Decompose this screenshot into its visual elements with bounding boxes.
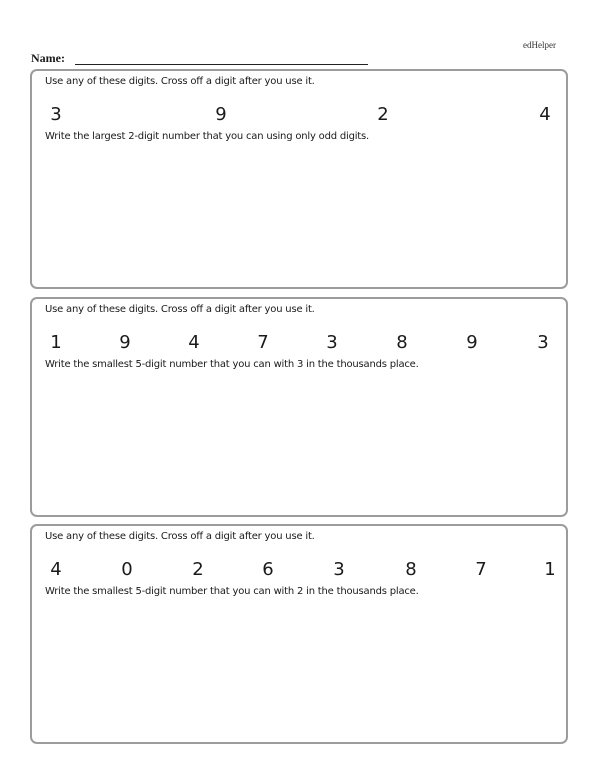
problem-instruction: Use any of these digits. Cross off a digit after you use it. xyxy=(45,76,315,87)
digit[interactable]: 7 xyxy=(257,332,269,353)
name-answer-line[interactable] xyxy=(75,64,368,65)
digit[interactable]: 0 xyxy=(121,559,133,580)
digit[interactable]: 4 xyxy=(188,332,200,353)
digit[interactable]: 4 xyxy=(50,559,62,580)
problem-box-1 xyxy=(30,69,568,289)
digit[interactable]: 3 xyxy=(50,104,62,125)
digit[interactable]: 4 xyxy=(539,104,551,125)
brand-label: edHelper xyxy=(523,40,556,50)
problem-instruction: Use any of these digits. Cross off a digit after you use it. xyxy=(45,531,315,542)
digit[interactable]: 3 xyxy=(537,332,549,353)
digit[interactable]: 8 xyxy=(405,559,417,580)
problem-box-2 xyxy=(30,297,568,517)
digit[interactable]: 9 xyxy=(215,104,227,125)
problem-instruction: Use any of these digits. Cross off a digit after you use it. xyxy=(45,304,315,315)
digit[interactable]: 2 xyxy=(377,104,389,125)
name-label: Name: xyxy=(31,51,65,65)
problem-question: Write the smallest 5-digit number that you can with 2 in the thousands place. xyxy=(45,586,419,597)
digit[interactable]: 3 xyxy=(333,559,345,580)
digit[interactable]: 3 xyxy=(326,332,338,353)
digit[interactable]: 2 xyxy=(192,559,204,580)
digit[interactable]: 1 xyxy=(544,559,556,580)
problem-question: Write the largest 2-digit number that you can using only odd digits. xyxy=(45,131,370,142)
digit[interactable]: 6 xyxy=(262,559,274,580)
digit[interactable]: 9 xyxy=(466,332,478,353)
digit[interactable]: 1 xyxy=(50,332,62,353)
problem-question: Write the smallest 5-digit number that you can with 3 in the thousands place. xyxy=(45,359,419,370)
digit[interactable]: 8 xyxy=(396,332,408,353)
digit[interactable]: 9 xyxy=(119,332,131,353)
digit[interactable]: 7 xyxy=(475,559,487,580)
problem-box-3 xyxy=(30,524,568,744)
